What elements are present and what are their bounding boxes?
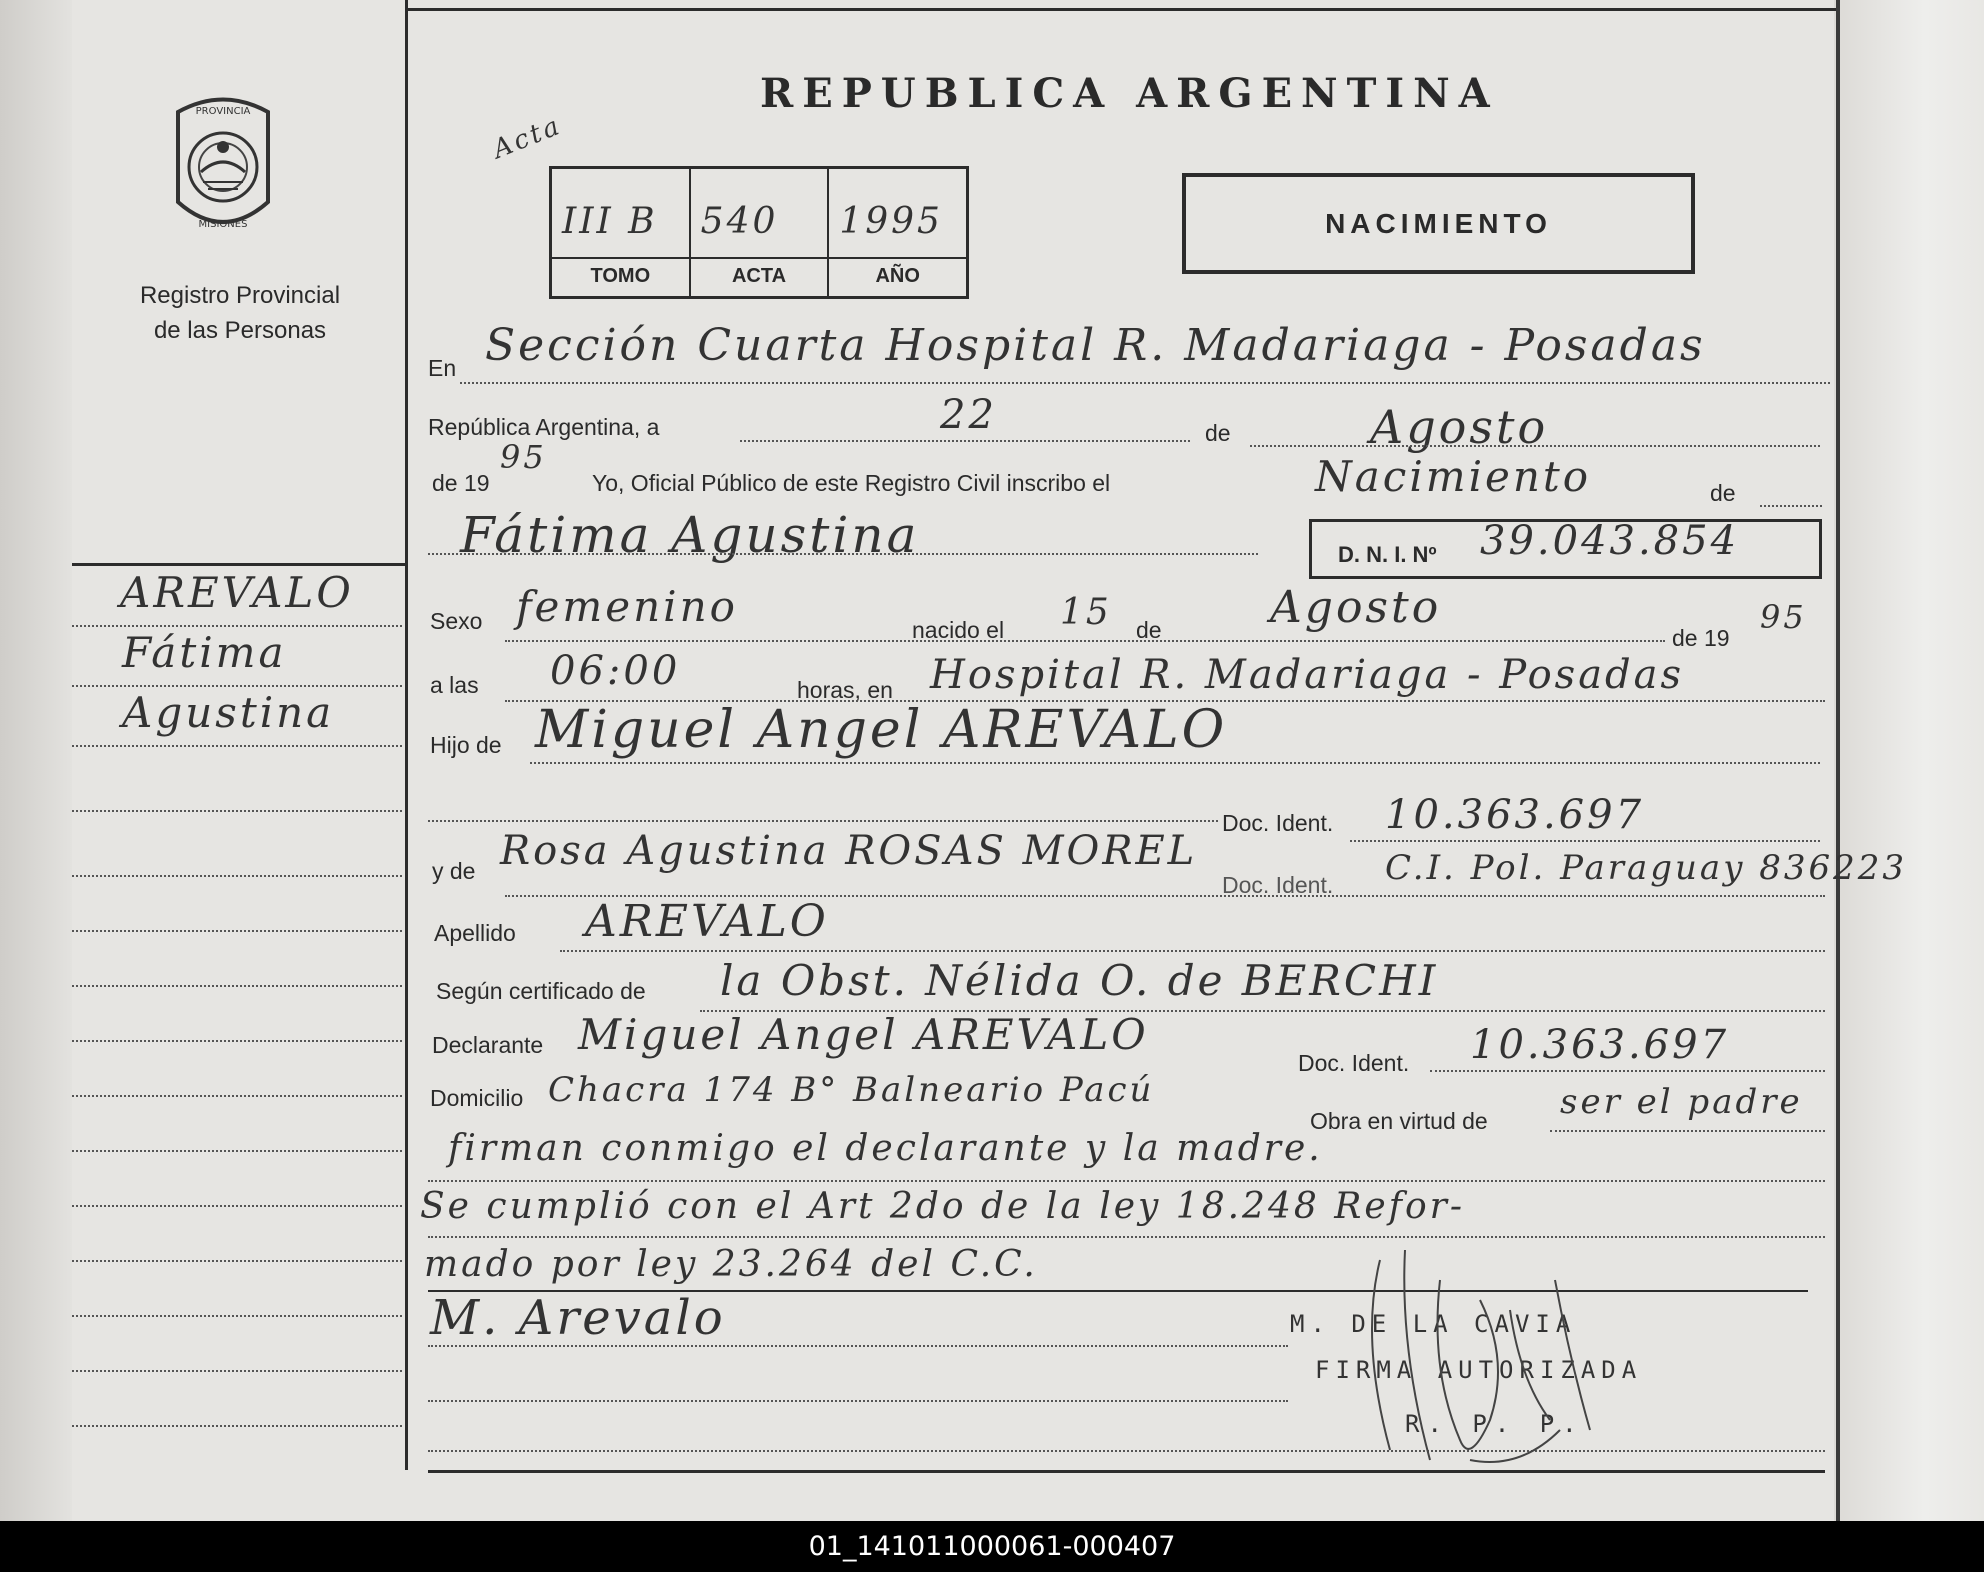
domicilio-label: Domicilio: [430, 1085, 524, 1111]
image-id-bar: [0, 1521, 1984, 1572]
declarante-label: Declarante: [432, 1032, 544, 1058]
page-title: REPUBLICA ARGENTINA: [760, 70, 1499, 117]
dni-label: D. N. I. Nº: [1338, 542, 1437, 567]
acta-annotation: Acta: [488, 110, 567, 165]
dotted-line: [428, 553, 1258, 555]
dotted-line: [72, 930, 402, 932]
notes-line-3: mado por ley 23.264 del C.C.: [424, 1244, 1038, 1285]
apellido-label: Apellido: [434, 920, 516, 946]
official-stamp: [1290, 1310, 1650, 1480]
republica-label: República Argentina, a: [428, 414, 660, 440]
father-doc-label: Doc. Ident.: [1222, 810, 1334, 836]
stamp-line-1: M. DE LA CAVIA: [1290, 1310, 1577, 1338]
tomo-label: TOMO: [552, 257, 689, 288]
hijo-label: Hijo de: [430, 732, 502, 758]
sexo-label: Sexo: [430, 608, 483, 634]
mother-doc-value: C.I. Pol. Paraguay 836223: [1385, 848, 1907, 888]
mother-doc-label: Doc. Ident.: [1222, 872, 1334, 898]
provincial-seal-icon: [168, 92, 278, 247]
dotted-line: [1430, 1070, 1825, 1072]
acta-cell: [691, 169, 830, 296]
apellido-value: AREVALO: [585, 896, 829, 947]
place-value: Hospital R. Madariaga - Posadas: [930, 652, 1685, 698]
dotted-line: [1250, 445, 1820, 447]
top-border: [405, 8, 1836, 11]
obra-value: ser el padre: [1560, 1082, 1803, 1122]
record-box: [549, 166, 969, 299]
a-las-label: a las: [430, 672, 479, 698]
dotted-line: [740, 440, 1190, 442]
registry-line-2: de las Personas: [153, 317, 327, 344]
domicilio-value: Chacra 174 B° Balneario Pacú: [548, 1070, 1155, 1110]
y-de-label: y de: [432, 858, 476, 884]
birth-month-value: Agosto: [1270, 582, 1442, 633]
dotted-line: [1350, 840, 1820, 842]
margin-surname: AREVALO: [120, 568, 354, 617]
official-signature-icon: [1320, 1220, 1640, 1480]
month-value: Agosto: [1370, 400, 1549, 454]
mother-value: Rosa Agustina ROSAS MOREL: [500, 828, 1198, 874]
svg-text:PROVINCIA: PROVINCIA: [195, 106, 251, 117]
dotted-line: [72, 1205, 402, 1207]
image-id: 01_141011000061-000407: [808, 1531, 1176, 1562]
dotted-line: [72, 625, 402, 627]
page-gutter: [1836, 0, 1840, 1521]
birth-day-value: 15: [1060, 592, 1112, 633]
dotted-line: [72, 1315, 402, 1317]
margin-divider: [405, 0, 408, 1470]
stamp-line-3: R. P. P.: [1405, 1410, 1585, 1438]
notes-line-1: firman conmigo el declarante y la madre.: [448, 1128, 1323, 1169]
document-type: NACIMIENTO: [1325, 207, 1552, 239]
dotted-line: [428, 820, 1218, 822]
adjacent-page: [1834, 0, 1984, 1521]
dotted-line: [72, 745, 402, 747]
margin-separator: [72, 563, 405, 566]
dotted-line: [428, 1345, 1288, 1347]
en-label: En: [428, 355, 457, 381]
de-label-3: de: [1136, 617, 1162, 643]
dotted-line: [530, 762, 1820, 764]
certificado-value: la Obst. Nélida O. de BERCHI: [720, 956, 1439, 1005]
tomo-value: III B: [562, 201, 658, 242]
dotted-line: [72, 1095, 402, 1097]
dotted-line: [428, 1400, 1288, 1402]
dotted-line: [1550, 1130, 1825, 1132]
dni-value: 39.043.854: [1480, 518, 1740, 564]
sexo-value: femenino: [516, 582, 738, 631]
dotted-line: [460, 382, 1830, 384]
dotted-line: [428, 1180, 1825, 1182]
year-value: 95: [500, 438, 547, 476]
dotted-line: [72, 1260, 402, 1262]
declarante-doc-label: Doc. Ident.: [1298, 1050, 1410, 1076]
obra-label: Obra en virtud de: [1310, 1108, 1488, 1134]
declarante-doc-value: 10.363.697: [1470, 1022, 1730, 1068]
dotted-line: [505, 640, 1665, 642]
registry-line-1: Registro Provincial: [139, 282, 341, 309]
year-prefix: de 19: [432, 470, 490, 496]
notes-line-2: Se cumplió con el Art 2do de la ley 18.248 Refor-: [420, 1186, 1465, 1227]
certificado-label: Según certificado de: [436, 978, 646, 1004]
acta-value: 540: [700, 201, 779, 242]
margin-given-1: Fátima: [122, 628, 287, 677]
en-value: Sección Cuarta Hospital R. Madariaga - Posadas: [485, 320, 1706, 371]
anio-cell: [829, 169, 966, 296]
dotted-line: [72, 810, 402, 812]
declarante-value: Miguel Angel AREVALO: [578, 1010, 1149, 1059]
margin-given-2: Agustina: [122, 688, 335, 737]
name-value: Fátima Agustina: [460, 506, 920, 564]
day-value: 22: [940, 392, 997, 438]
horas-label: horas, en: [797, 677, 893, 703]
acta-type-value: Nacimiento: [1315, 452, 1592, 501]
dotted-line: [72, 985, 402, 987]
nacido-label: nacido el: [912, 617, 1005, 643]
dotted-line: [72, 1040, 402, 1042]
de-label: de: [1205, 420, 1231, 446]
birth-year-value: 95: [1760, 598, 1807, 636]
dotted-line: [1760, 505, 1822, 507]
dotted-line: [72, 685, 402, 687]
dotted-line: [72, 1150, 402, 1152]
signature: M. Arevalo: [430, 1290, 726, 1346]
dotted-line: [560, 950, 1825, 952]
document-type-box: [1182, 173, 1695, 274]
acta-label: ACTA: [691, 257, 828, 288]
father-doc-value: 10.363.697: [1385, 792, 1645, 838]
birth-year-prefix: de 19: [1672, 625, 1730, 651]
time-value: 06:00: [550, 648, 681, 694]
anio-label: AÑO: [829, 257, 966, 288]
dotted-line: [72, 875, 402, 877]
dotted-line: [72, 1370, 402, 1372]
registry-name: [100, 278, 380, 348]
inscribe-label: Yo, Oficial Público de este Registro Civil inscribo el: [592, 470, 1111, 496]
svg-text:MISIONES: MISIONES: [198, 219, 248, 230]
stamp-line-2: FIRMA AUTORIZADA: [1315, 1356, 1643, 1384]
de-label-2: de: [1710, 480, 1736, 506]
dotted-line: [72, 1425, 402, 1427]
father-value: Miguel Angel AREVALO: [535, 700, 1228, 760]
tomo-cell: [552, 169, 691, 296]
page-shadow: [0, 0, 72, 1521]
anio-value: 1995: [839, 201, 943, 242]
